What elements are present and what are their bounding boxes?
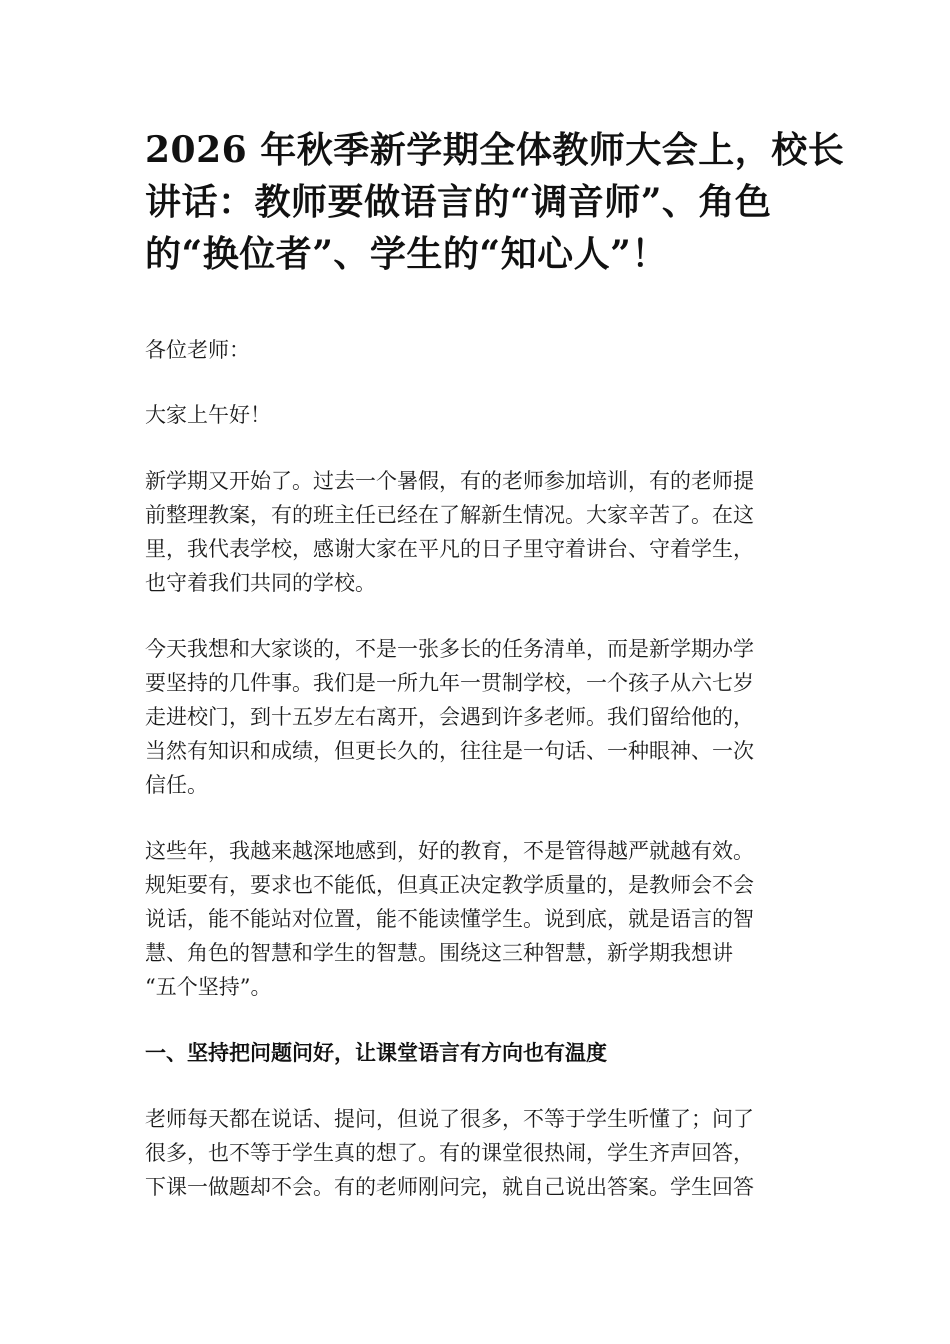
title-line: 2026 年秋季新学期全体教师大会上，校长 bbox=[145, 129, 845, 171]
salutation: 各位老师： bbox=[145, 338, 250, 362]
text-line: 当然有知识和成绩，但更长久的，往往是一句话、一种眼神、一次 bbox=[145, 739, 754, 763]
paragraph-4 bbox=[145, 1102, 805, 1204]
text-line: 这些年，我越来越深地感到，好的教育，不是管得越严就越有效。 bbox=[145, 839, 754, 863]
text-line: 走进校门，到十五岁左右离开，会遇到许多老师。我们留给他的， bbox=[145, 705, 754, 729]
text-line: 要坚持的几件事。我们是一所九年一贯制学校，一个孩子从六七岁 bbox=[145, 671, 754, 695]
text-line: 前整理教案，有的班主任已经在了解新生情况。大家辛苦了。在这 bbox=[145, 503, 754, 527]
text-line: 也守着我们共同的学校。 bbox=[145, 571, 376, 595]
greeting: 大家上午好！ bbox=[145, 403, 271, 427]
document-title bbox=[145, 124, 845, 280]
text-line: 很多，也不等于学生真的想了。有的课堂很热闹，学生齐声回答， bbox=[145, 1141, 754, 1165]
text-line: 信任。 bbox=[145, 773, 208, 797]
title-line: 的“换位者”、学生的“知心人”！ bbox=[145, 233, 668, 275]
text-line: 说话，能不能站对位置，能不能读懂学生。说到底，就是语言的智 bbox=[145, 907, 754, 931]
paragraph-1 bbox=[145, 464, 805, 600]
text-line: 规矩要有，要求也不能低，但真正决定教学质量的，是教师会不会 bbox=[145, 873, 754, 897]
text-line: 今天我想和大家谈的，不是一张多长的任务清单，而是新学期办学 bbox=[145, 637, 754, 661]
text-line: 新学期又开始了。过去一个暑假，有的老师参加培训，有的老师提 bbox=[145, 469, 754, 493]
text-line: 老师每天都在说话、提问，但说了很多，不等于学生听懂了；问了 bbox=[145, 1107, 754, 1131]
text-line: “五个坚持”。 bbox=[145, 975, 272, 999]
text-line: 里，我代表学校，感谢大家在平凡的日子里守着讲台、守着学生， bbox=[145, 537, 754, 561]
section-heading: 一、坚持把问题问好，让课堂语言有方向也有温度 bbox=[145, 1040, 607, 1065]
paragraph-2 bbox=[145, 632, 805, 802]
text-line: 下课一做题却不会。有的老师刚问完，就自己说出答案。学生回答 bbox=[145, 1175, 754, 1199]
paragraph-3 bbox=[145, 834, 805, 1004]
text-line: 慧、角色的智慧和学生的智慧。围绕这三种智慧，新学期我想讲 bbox=[145, 941, 733, 965]
title-line: 讲话：教师要做语言的“调音师”、角色 bbox=[145, 181, 772, 223]
